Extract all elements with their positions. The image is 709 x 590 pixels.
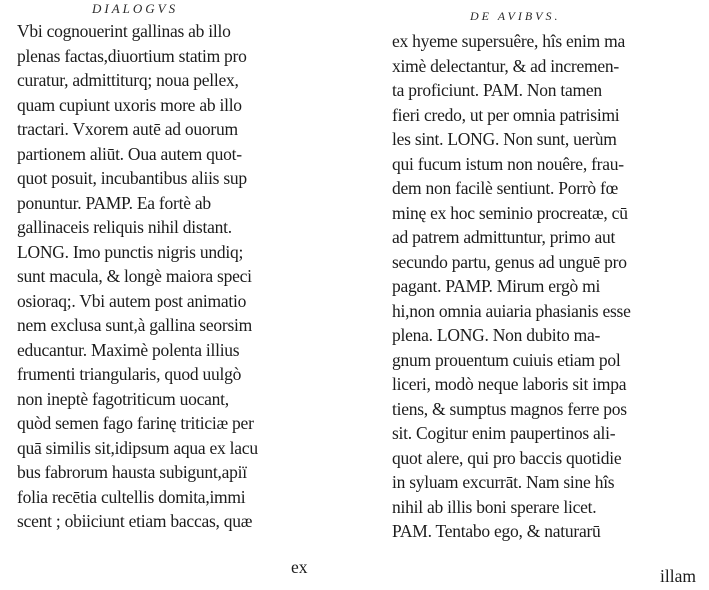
left-text-line: LONG. Imo punctis nigris undiq; [17, 241, 244, 262]
left-text-line: nem exclusa sunt,à gallina seorsim [17, 315, 252, 335]
left-page [0, 0, 340, 590]
right-text-block [382, 29, 709, 544]
left-text-line: quam cupiunt uxoris more ab illo [17, 94, 242, 115]
right-text-line: plena. LONG. Non dubito ma- [392, 325, 601, 345]
left-text-line: educantur. Maximè polenta illius [17, 339, 240, 360]
left-text-line: tractari. Vxorem autē ad ouorum [17, 119, 238, 139]
left-text-line: ponuntur. PAMP. Ea fortè ab [17, 192, 211, 213]
right-text-line: tiens, & sumptus magnos ferre pos [392, 398, 627, 419]
right-text-line: ex hyeme supersuêre, hîs enim ma [392, 31, 626, 51]
right-text-line: liceri, modò neque laboris sit impa [392, 374, 627, 394]
left-text-line: bus fabrorum hausta subigunt,apiï [17, 462, 247, 482]
right-text-line: les sint. LONG. Non sunt, uerùm [392, 129, 617, 149]
left-catchword: ex [291, 557, 308, 577]
right-text-line: ad patrem admittuntur, primo aut [392, 227, 616, 247]
left-text-line: gallinaceis reliquis nihil distant. [17, 217, 232, 237]
right-running-head: DE AVIBVS. [470, 9, 561, 23]
right-page [382, 0, 709, 590]
right-text-line: ximè delectantur, & ad incremen- [392, 55, 619, 76]
right-text-line: hi,non omnia auiaria phasianis esse [392, 300, 631, 321]
left-text-line: non ineptè fagotriticum uocant, [17, 388, 229, 409]
left-text-line: frumenti triangularis, quod uulgò [17, 364, 242, 384]
left-text-line: quòd semen fago farinę triticiæ per [17, 413, 254, 433]
left-text-line: osioraq;. Vbi autem post animatio [17, 290, 247, 311]
left-text-line: sunt macula, & longè maiora speci [17, 266, 252, 286]
page-gutter [340, 0, 382, 590]
left-text-line: Vbi cognouerint gallinas ab illo [17, 21, 231, 41]
left-text-line: scent ; obiiciunt etiam baccas, quæ [17, 511, 253, 531]
right-text-line: in syluam excurrāt. Nam sine hîs [392, 472, 615, 492]
right-text-line: nihil ab illis boni sperare licet. [392, 496, 597, 517]
right-text-line: minę ex hoc seminio procreatæ, cū [392, 202, 628, 223]
left-text-line: plenas factas,diuortium statim pro [17, 45, 247, 66]
left-text-line: curatur, admittiturq; noua pellex, [17, 70, 239, 90]
right-text-line: PAM. Tentabo ego, & naturarū [392, 521, 601, 541]
left-text-block [0, 19, 340, 534]
right-text-line: quot alere, qui pro baccis quotidie [392, 447, 622, 468]
left-text-line: quot posuit, incubantibus aliis sup [17, 168, 247, 188]
left-text-line: partionem aliūt. Oua autem quot- [17, 143, 242, 164]
right-catchword: illam [660, 566, 696, 586]
right-text-line: dem non facilè sentiunt. Porrò fœ [392, 178, 619, 198]
left-text-line: quā similis sit,idipsum aqua ex lacu [17, 437, 258, 458]
right-text-line: sit. Cogitur enim paupertinos ali- [392, 423, 616, 443]
right-text-line: secundo partu, genus ad unguē pro [392, 251, 627, 272]
right-text-line: ta proficiunt. PAM. Non tamen [392, 80, 602, 100]
right-text-line: qui fucum istum non nouêre, frau- [392, 153, 624, 174]
right-text-line: fieri credo, ut per omnia patrisimi [392, 104, 620, 125]
left-text-line: folia recētia cultellis domita,immi [17, 486, 246, 507]
right-text-line: gnum prouentum cuiuis etiam pol [392, 349, 621, 370]
right-text-line: pagant. PAMP. Mirum ergò mi [392, 276, 601, 296]
left-running-head: DIALOGVS [92, 1, 179, 16]
